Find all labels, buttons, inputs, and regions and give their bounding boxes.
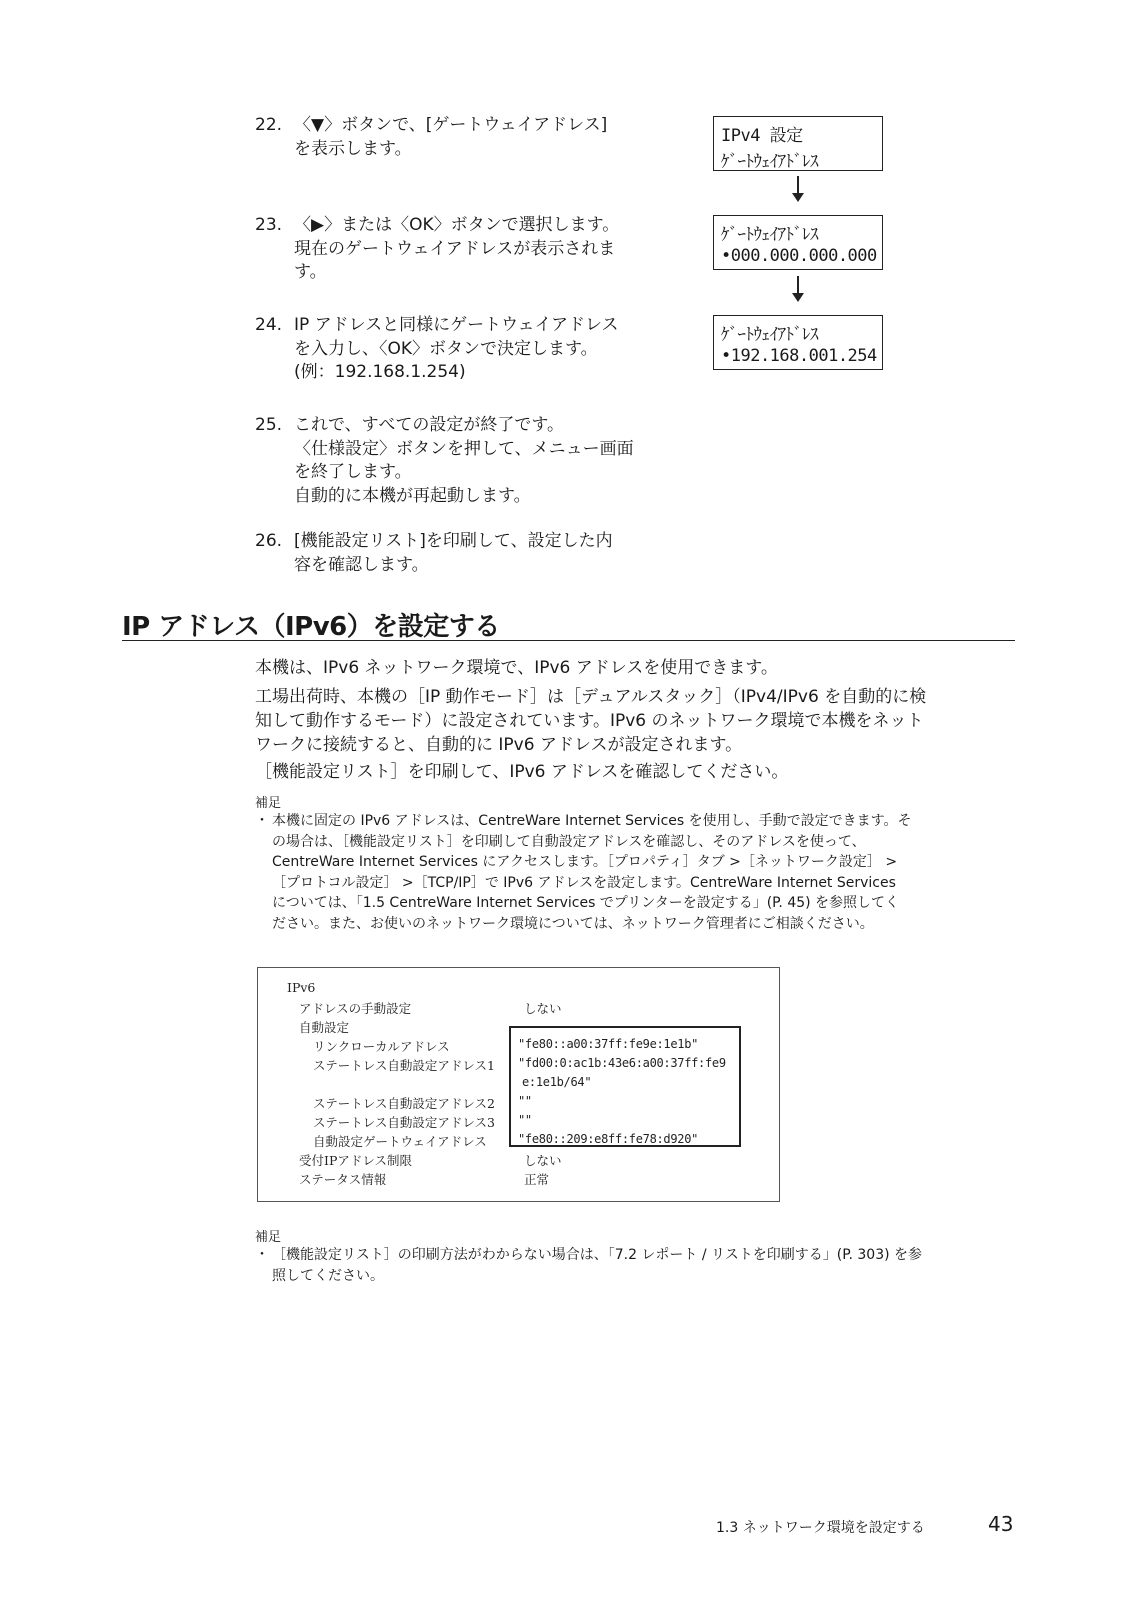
paragraph-line: 本機は、IPv6 ネットワーク環境で、IPv6 アドレスを使用できます。 bbox=[255, 658, 778, 678]
paragraph-line: 知して動作するモード）に設定されています。IPv6 のネットワーク環境で本機をネット bbox=[255, 711, 924, 731]
report-label: ステートレス自動設定アドレス3 bbox=[313, 1115, 495, 1130]
step-text: (例：192.168.1.254) bbox=[294, 362, 466, 382]
step-text: を終了します。 bbox=[294, 462, 412, 482]
paragraph-print-list bbox=[255, 760, 1015, 784]
step-number: 25. bbox=[255, 415, 283, 435]
lcd-row-2: •000.000.000.000 bbox=[721, 246, 877, 266]
report-value: しない bbox=[524, 1001, 562, 1016]
note-body bbox=[255, 811, 1015, 934]
report-value: "fe80::a00:37ff:fe9e:1e1b" bbox=[518, 1037, 699, 1051]
report-label: 自動設定ゲートウェイアドレス bbox=[313, 1134, 487, 1149]
report-label: アドレスの手動設定 bbox=[299, 1001, 412, 1016]
section-title: IP アドレス（IPv6）を設定する bbox=[122, 612, 500, 642]
note-line: ［プロトコル設定］ >［TCP/IP］で IPv6 アドレスを設定します。CentreWare Internet Services bbox=[272, 874, 896, 891]
note-line: ［機能設定リスト］の印刷方法がわからない場合は、「7.2 レポート / リストを印刷する」(P. 303) を参 bbox=[272, 1247, 923, 1263]
step-number: 23. bbox=[255, 215, 283, 235]
highlight-box bbox=[509, 1026, 741, 1147]
down-arrow-icon bbox=[797, 176, 799, 200]
note-line: 本機に固定の IPv6 アドレスは、CentreWare Internet Services を使用し、手動で設定できます。そ bbox=[272, 813, 912, 829]
report-value: "" bbox=[518, 1113, 532, 1127]
footer-section-label: 1.3 ネットワーク環境を設定する bbox=[716, 1520, 925, 1536]
report-value: e:1e1b/64" bbox=[522, 1075, 592, 1089]
step-25 bbox=[255, 414, 670, 508]
paragraph-line: ［機能設定リスト］を印刷して、IPv6 アドレスを確認してください。 bbox=[255, 762, 789, 782]
report-label: ステータス情報 bbox=[299, 1172, 387, 1187]
step-text: 〈仕様設定〉ボタンを押して、メニュー画面 bbox=[294, 438, 634, 459]
paragraph-intro bbox=[255, 656, 1015, 680]
step-number: 26. bbox=[255, 531, 283, 551]
step-24 bbox=[255, 314, 670, 385]
report-value: 正常 bbox=[524, 1172, 550, 1187]
step-text: を表示します。 bbox=[294, 138, 412, 159]
report-label: 自動設定 bbox=[299, 1020, 350, 1035]
step-text: 〈▼〉ボタンで、[ゲートウェイアドレス] bbox=[294, 115, 608, 135]
report-label: リンクローカルアドレス bbox=[313, 1039, 450, 1054]
lcd-screen-gateway-current bbox=[713, 215, 883, 270]
down-arrow-icon bbox=[797, 276, 799, 300]
step-text: を入力し、〈OK〉ボタンで決定します。 bbox=[294, 338, 598, 359]
note-heading: 補足 bbox=[255, 796, 282, 811]
lcd-row-1: ｹﾞｰﾄｳｪｲｱﾄﾞﾚｽ bbox=[721, 225, 818, 245]
lcd-row-2: •192.168.001.254 bbox=[721, 346, 877, 366]
lcd-row-1: IPv4 設定 bbox=[721, 126, 803, 146]
page-number: 43 bbox=[988, 1512, 1014, 1536]
section-divider bbox=[122, 640, 1015, 641]
note-body bbox=[255, 1245, 1015, 1286]
bullet-icon: ・ bbox=[255, 1247, 269, 1263]
note-line: については、「1.5 CentreWare Internet Services でプリンターを設定する」(P. 45) を参照してく bbox=[272, 895, 900, 911]
report-value: "" bbox=[518, 1094, 532, 1108]
note-line: 照してください。 bbox=[272, 1267, 384, 1284]
report-value: "fd00:0:ac1b:43e6:a00:37ff:fe9 bbox=[518, 1056, 726, 1070]
step-text: IP アドレスと同様にゲートウェイアドレス bbox=[294, 315, 619, 335]
step-23 bbox=[255, 214, 670, 285]
step-text: す。 bbox=[294, 262, 327, 282]
lcd-row-2: ｹﾞｰﾄｳｪｲｱﾄﾞﾚｽ bbox=[721, 152, 818, 172]
report-header: IPv6 bbox=[287, 980, 316, 995]
step-text: これで、すべての設定が終了です。 bbox=[294, 415, 564, 435]
ipv6-report-panel bbox=[257, 967, 780, 1202]
step-number: 22. bbox=[255, 115, 283, 135]
paragraph-factory-default bbox=[255, 685, 1015, 757]
note-line: ださい。また、お使いのネットワーク環境については、ネットワーク管理者にご相談ください。 bbox=[272, 915, 874, 932]
paragraph-line: 工場出荷時、本機の［IP 動作モード］は［デュアルスタック］（IPv4/IPv6 を自動的に検 bbox=[255, 687, 927, 707]
step-text: 自動的に本機が再起動します。 bbox=[294, 485, 531, 506]
step-text: 容を確認します。 bbox=[294, 554, 429, 575]
step-text: [機能設定リスト]を印刷して、設定した内 bbox=[294, 531, 613, 551]
lcd-row-1: ｹﾞｰﾄｳｪｲｱﾄﾞﾚｽ bbox=[721, 325, 818, 345]
report-value: "fe80::209:e8ff:fe78:d920" bbox=[518, 1132, 699, 1146]
bullet-icon: ・ bbox=[255, 813, 269, 829]
report-label: 受付IPアドレス制限 bbox=[299, 1153, 412, 1168]
report-value: しない bbox=[524, 1153, 562, 1168]
report-label: ステートレス自動設定アドレス2 bbox=[313, 1096, 495, 1111]
report-label: ステートレス自動設定アドレス1 bbox=[313, 1058, 495, 1073]
lcd-screen-ipv4-settings bbox=[713, 116, 883, 171]
note-line: CentreWare Internet Services にアクセスします。［プロパティ］タブ >［ネットワーク設定］ > bbox=[272, 854, 898, 870]
note-heading: 補足 bbox=[255, 1230, 282, 1245]
step-22 bbox=[255, 114, 670, 161]
note-line: の場合は、［機能設定リスト］を印刷して自動設定アドレスを確認し、そのアドレスを使って、 bbox=[272, 833, 866, 850]
step-text: 現在のゲートウェイアドレスが表示されま bbox=[294, 238, 616, 259]
step-26 bbox=[255, 530, 670, 577]
step-text: 〈▶〉または〈OK〉ボタンで選択します。 bbox=[294, 215, 620, 235]
step-number: 24. bbox=[255, 315, 283, 335]
paragraph-line: ワークに接続すると、自動的に IPv6 アドレスが設定されます。 bbox=[255, 735, 743, 755]
lcd-screen-gateway-entered bbox=[713, 315, 883, 370]
